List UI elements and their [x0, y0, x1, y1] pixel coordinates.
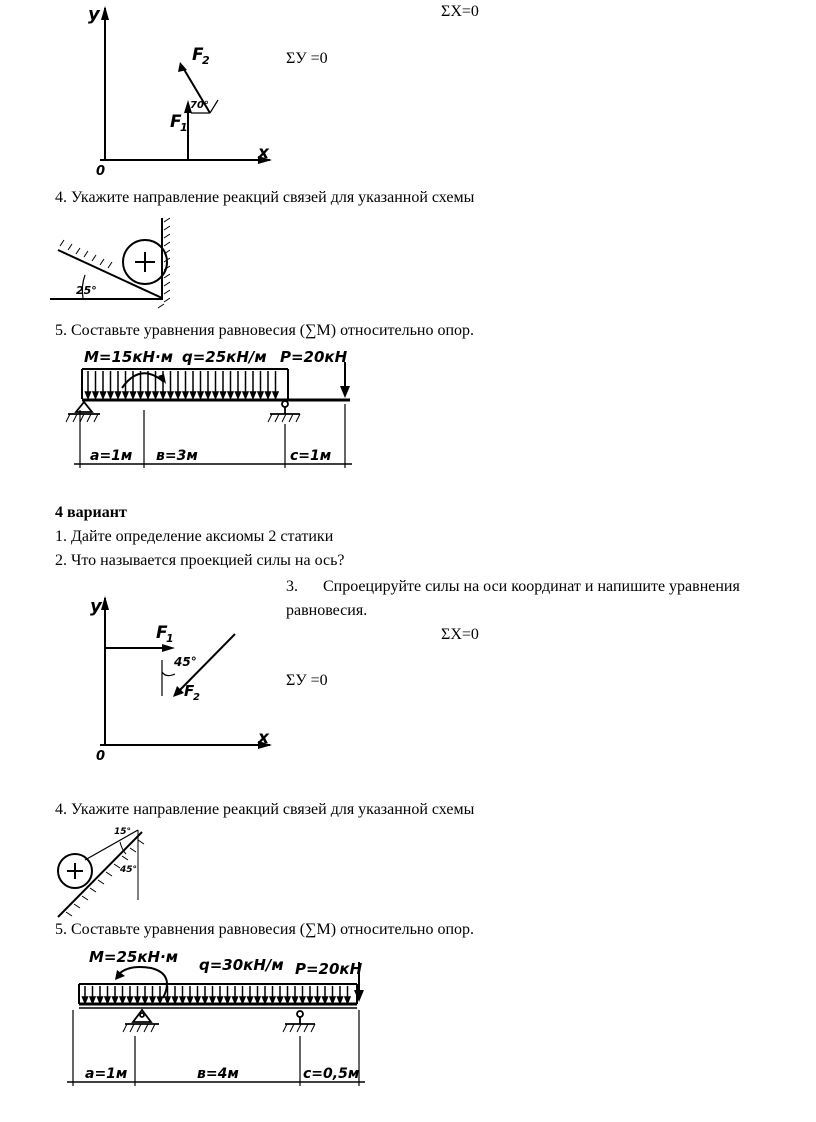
load-arrowhead: [131, 392, 136, 398]
load-arrowhead: [278, 997, 283, 1003]
load-arrowhead: [221, 392, 226, 398]
load-arrowhead: [83, 997, 88, 1003]
question-5-v3: 5. Составьте уравнения равновесия (∑M) относительно опор.: [55, 322, 474, 339]
f1-label: F: [170, 112, 182, 132]
load-arrowhead: [225, 997, 230, 1003]
load-arrowhead: [338, 997, 343, 1003]
load-arrowhead: [123, 392, 128, 398]
load-arrowhead: [120, 997, 125, 1003]
sum-y-equation: ΣУ =0: [286, 50, 328, 67]
dim-a: a=1м: [90, 448, 133, 464]
load-arrowhead: [240, 997, 245, 1003]
origin-label: 0: [96, 749, 106, 764]
load-arrowhead: [213, 392, 218, 398]
moment-label: M=25кН·м: [89, 948, 179, 966]
load-arrowhead: [315, 997, 320, 1003]
load-arrowhead: [233, 997, 238, 1003]
force-p-label: P=20кН: [295, 960, 363, 978]
load-arrowhead: [158, 997, 163, 1003]
left-support: [76, 402, 92, 412]
beam-diagram-v3: [60, 340, 360, 480]
force-diagram-v4: [80, 590, 300, 770]
dim-c: c=1м: [290, 448, 332, 464]
load-arrowhead: [116, 392, 121, 398]
moment-arrow: [122, 373, 164, 388]
inclined-plane: [58, 250, 162, 298]
load-arrowhead: [300, 997, 305, 1003]
load-arrowhead: [258, 392, 263, 398]
f1-subscript: 1: [180, 121, 188, 134]
question-5-v4: 5. Составьте уравнения равновесия (∑M) относительно опор.: [55, 921, 474, 938]
f2-subscript: 2: [202, 54, 210, 67]
load-arrowhead: [210, 997, 215, 1003]
load-arrowhead: [270, 997, 275, 1003]
load-arrowhead: [191, 392, 196, 398]
x-axis-label: x: [258, 143, 269, 163]
x-axis-label: x: [258, 728, 269, 748]
variant-heading: 4 вариант: [55, 504, 127, 521]
load-arrowhead: [293, 997, 298, 1003]
angle-label: 25°: [76, 284, 97, 297]
load-arrowhead: [345, 997, 350, 1003]
load-arrowhead: [150, 997, 155, 1003]
ball-support-diagram-v4: [50, 820, 160, 920]
sum-x-equation: ΣX=0: [441, 3, 479, 20]
load-arrowhead: [323, 997, 328, 1003]
load-arrowhead: [143, 997, 148, 1003]
right-support: [297, 1011, 303, 1017]
angle-label: 70°: [190, 100, 209, 111]
load-arrowhead: [180, 997, 185, 1003]
load-arrowhead: [146, 392, 151, 398]
load-arrowhead: [98, 997, 103, 1003]
load-arrowhead: [90, 997, 95, 1003]
f2-subscript: 2: [193, 692, 200, 703]
y-axis-label: y: [88, 4, 100, 25]
dim-b: в=4м: [197, 1066, 239, 1082]
load-arrowhead: [138, 392, 143, 398]
load-arrowhead: [243, 392, 248, 398]
load-arrowhead: [168, 392, 173, 398]
load-arrowhead: [251, 392, 256, 398]
distributed-load-label: q=30кН/м: [199, 956, 284, 974]
f2-label: F: [192, 45, 204, 65]
question-4-v3: 4. Укажите направление реакций связей для указанной схемы: [55, 189, 475, 206]
load-arrowhead: [266, 392, 271, 398]
load-arrowhead: [135, 997, 140, 1003]
load-arrowhead: [173, 997, 178, 1003]
force-diagram-v3: [80, 0, 300, 180]
load-arrowhead: [161, 392, 166, 398]
load-arrowhead: [198, 392, 203, 398]
load-arrowhead: [228, 392, 233, 398]
f1-subscript: 1: [166, 632, 174, 645]
load-arrowhead: [195, 997, 200, 1003]
dim-c: c=0,5м: [303, 1066, 360, 1082]
load-arrowhead: [206, 392, 211, 398]
load-arrowhead: [203, 997, 208, 1003]
sum-x-equation-v4: ΣX=0: [441, 626, 479, 643]
load-arrowhead: [176, 392, 181, 398]
angle-label: 45°: [174, 655, 197, 669]
load-arrowhead: [236, 392, 241, 398]
f1-label: F: [156, 623, 168, 643]
load-arrowhead: [218, 997, 223, 1003]
distributed-load-label: q=25кН/м: [182, 348, 267, 366]
load-arrowhead: [255, 997, 260, 1003]
load-arrowhead: [93, 392, 98, 398]
f2-label: F: [184, 682, 195, 700]
load-arrowhead: [128, 997, 133, 1003]
load-arrowhead: [113, 997, 118, 1003]
load-arrowhead: [165, 997, 170, 1003]
beam-diagram-v4: [65, 940, 375, 1100]
question-3-number: 3.: [286, 578, 298, 595]
load-arrowhead: [101, 392, 106, 398]
dim-b: в=3м: [156, 448, 198, 464]
dim-a: a=1м: [85, 1066, 128, 1082]
moment-label: M=15кН·м: [84, 348, 174, 366]
question-2-v4: 2. Что называется проекцией силы на ось?: [55, 552, 345, 569]
angle-15-label: 15°: [114, 827, 132, 837]
y-axis-label: y: [90, 596, 102, 617]
load-arrowhead: [285, 997, 290, 1003]
load-arrowhead: [248, 997, 253, 1003]
load-arrowhead: [105, 997, 110, 1003]
question-1-v4: 1. Дайте определение аксиомы 2 статики: [55, 528, 334, 545]
question-4-v4: 4. Укажите направление реакций связей для указанной схемы: [55, 801, 475, 818]
load-arrowhead: [153, 392, 158, 398]
load-arrowhead: [273, 392, 278, 398]
sum-y-equation-v4: ΣУ =0: [286, 672, 328, 689]
load-arrowhead: [86, 392, 91, 398]
left-support: [133, 1010, 151, 1022]
load-arrowhead: [330, 997, 335, 1003]
load-arrowhead: [108, 392, 113, 398]
load-arrowhead: [188, 997, 193, 1003]
question-3-line2: равновесия.: [286, 602, 368, 619]
force-p-label: P=20кН: [280, 348, 348, 366]
right-support: [282, 401, 288, 407]
load-arrowhead: [308, 997, 313, 1003]
question-3-line1: Спроецируйте силы на оси координат и напишите уравнения: [323, 578, 740, 595]
load-arrowhead: [183, 392, 188, 398]
load-arrowhead: [263, 997, 268, 1003]
ball-support-diagram-v3: [50, 210, 190, 320]
angle-45-label: 45°: [120, 865, 138, 875]
origin-label: 0: [96, 164, 106, 179]
